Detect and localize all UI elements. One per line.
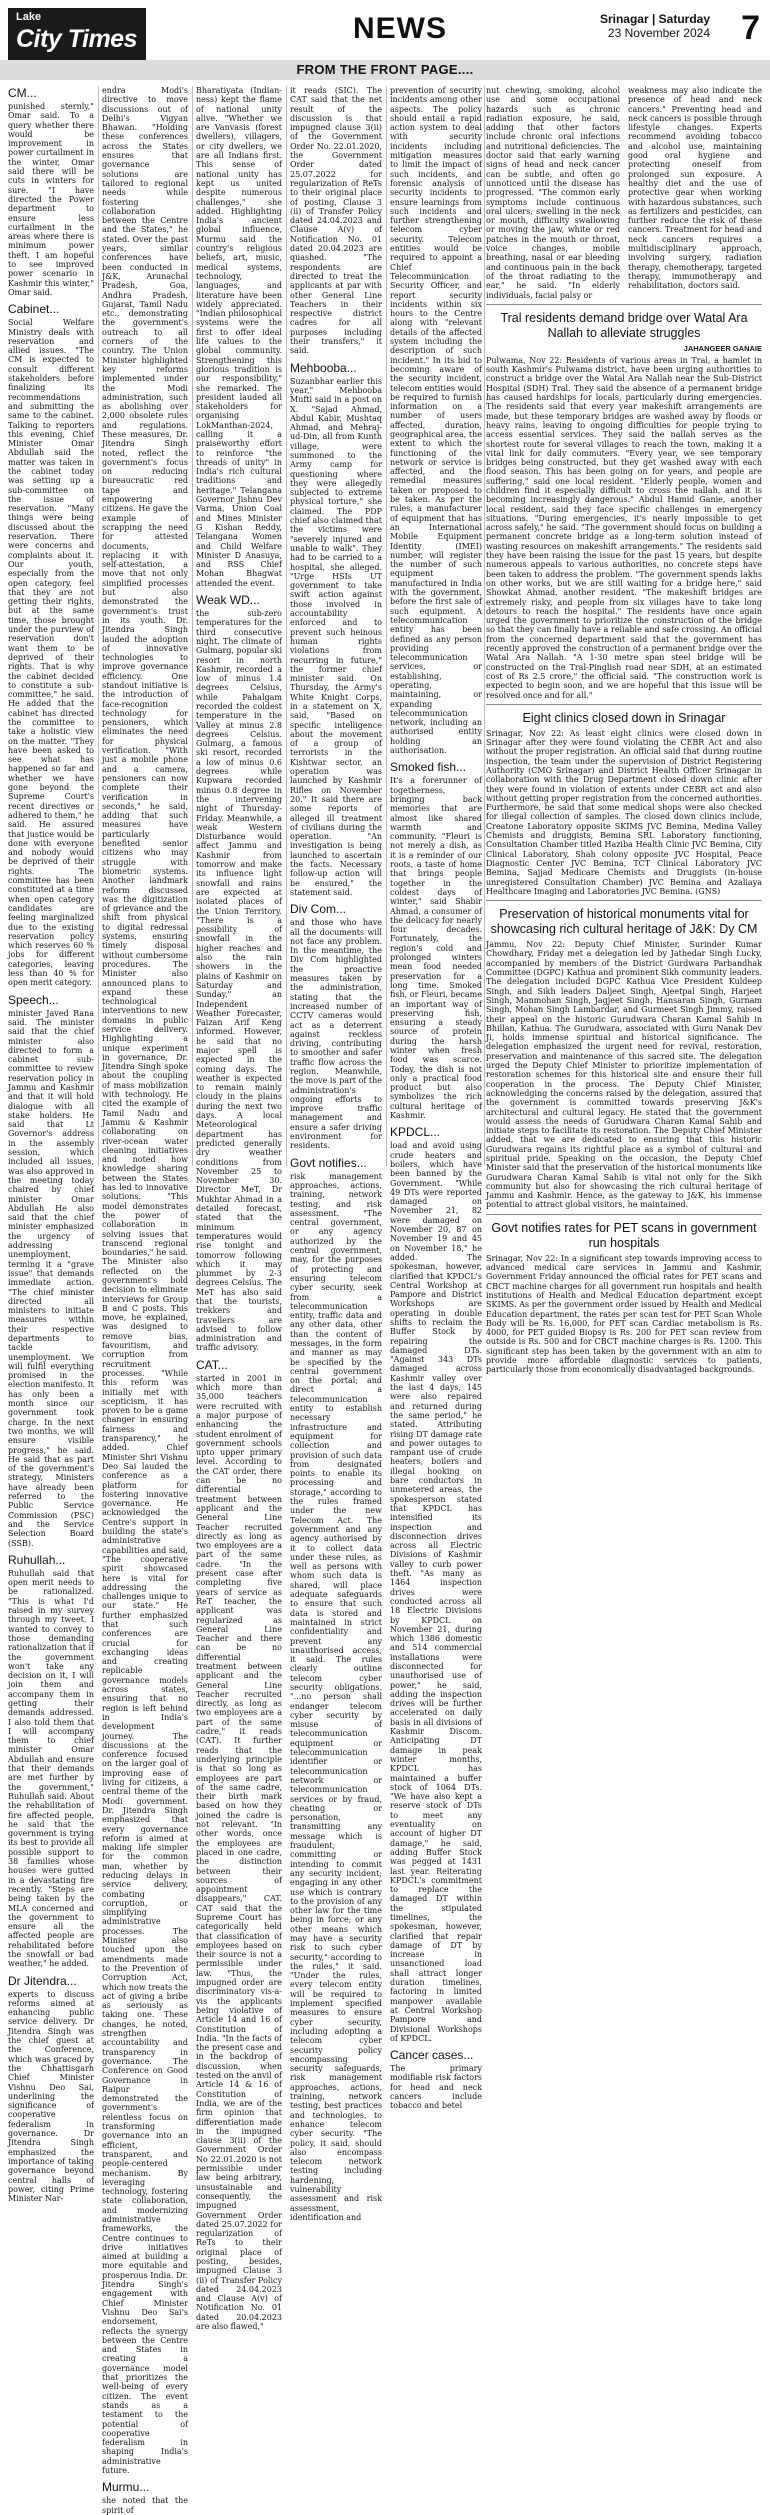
article-cabinet: Social Welfare Ministry deals with reservation and allied issues. "The CM is expected to consult different stakeholders before finalizing its recommendations and submitting the same to the cabinet. Talking to reporters this evening, Chief Minister Omar Abdullah said the matter was taken in the cabinet today was setting up a sub-committee on the issue of reservation. "Many things were being discussed about the reservation. There were concerns and complaints about it. Our youth, especially from the open category, feel that they are not getting their rights, but at the same time, those brought under the purview of reservation don't want them to be deprived of their rights. That is why the cabinet decided to constitute a sub-committee," he said. He added that the cabinet has directed the committee to take a holistic view on the matter. "They have been asked to see what has happened so far and whether we have gone beyond the Supreme Court's recent directives or adhered to them," he said. He assured that justice would be done with everyone and nobody would be deprived of their rights. The committee has been constituted at a time when open category candidates are feeling marginalized due to the existing reservation policy which reserves 60 % jobs for different categories, leaving less than 40 % for open merit category. xyxy=(8,318,94,988)
article-smoked-fish: It's a forerunner of togetherness, bringing back memories that are almost like shared warmth and community. "Fleuri is not merely a dish, as it is a reminder of our roots, a taste of home that brings people together in the coldest days of winter," said Shabir Ahmad, a consumer of the delicacy for nearly four decades. Fortunately, the region's cold and prolonged winters mean food needed preservation for a long time. Smoked fish, or Fleuri, became an important way of preserving fish, ensuring a steady source of protein during the harsh winter when fresh food was scarce. Today, the dish is not only a practical food product but also symbolizes the rich cultural heritage of Kashmir. xyxy=(390,776,482,1121)
column-divider xyxy=(192,86,193,1166)
cancer-cont-right: weakness may also indicate the presence of head and neck cancers." Preventing head and neck cancers is possible through lifestyle changes. Experts recommend avoiding tobacco and alcohol use, maintaining good oral hygiene and protecting oneself from prolonged sun exposure. A healthy diet and the use of protective gear when working with hazardous substances, such as fertilizers and pesticides, can further reduce the risk of these cancers. Treatment for head and neck cancers requires a multidisciplinary approach, involving surgery, radiation therapy, chemotherapy, targeted therapy, immunotherapy and rehabilitation, doctors said. xyxy=(628,86,762,291)
headline-cm: CM... xyxy=(8,86,37,100)
article-murmu-cont: Bharatiyata (Indian-ness) kept the flame of national unity alive. "Whether we are Vanvasis (forest dwellers), villagers, or city dwellers, we are all Indians first. This sense of national unity has kept us united despite numerous challenges," she added. Highlighting India's ancient global influence, Murmu said the country's religious beliefs, art, music, medical systems, technology, languages, and literature have been widely appreciated. "Indian philosophical systems were the first to offer ideal life values to the global community. Strengthening this glorious tradition is our responsibility," she remarked. The president lauded all stakeholders for organising LokManthan-2024, calling it a praiseworthy effort to reinforce "the threads of unity" in India's rich cultural traditions and heritage." Telangana Governor Jishnu Dev Varma, Union Coal and Mines Minister G Kishan Reddy, Telangana Women and Child Welfare Minister D Anasuya, and RSS Chief Mohan Bhagwat attended the event. xyxy=(196,86,282,588)
column-1 xyxy=(8,86,95,2204)
article-jitendra-cont: endra Modi's directive to move discussions out of Delhi's Vigyan Bhawan. "Holding these conferences across the States ensures that governance solutions are tailored to regional needs while fostering collaboration between the Centre and the States," he stated. Over the past years, similar conferences have been conducted in J&K, Arunachal Pradesh, Goa, Andhra Pradesh, Gujarat, Tamil Nadu etc., demonstrating the government's outreach to all corners of the country. The Union Minister highlighted key reforms implemented under the Modi administration, such as abolishing over 2,000 obsolete rules and regulations. These measures, Dr. Jitendra Singh noted, reflect the government's focus on reducing bureaucratic red tape and empowering citizens. He gave the example of scrapping the need for attested documents, replacing it with self-attestation, a move that not only simplified processes but also demonstrated the government's trust in its youth. Dr. Jitendra Singh lauded the adoption of innovative technologies to improve governance efficiency. One standout initiative is the introduction of face-recognition technology for pensioners, which eliminates the need for physical verification. "With just a mobile phone and a camera, pensioners can now complete their verification in seconds," he said, adding that such measures have particularly benefited senior citizens who may struggle with biometric systems. Another landmark reform discussed was the digitization of grievance and the shift from physical to digital redressal systems, ensuring timely disposal without cumbersome procedures. The Minister also announced plans to expand these technological interventions to new domains in public service delivery. Highlighting a unique experiment in governance, Dr. Jitendra Singh spoke about the coupling of mass mobilization with technology. He cited the example of Tamil Nadu and Jammu & Kashmir collaborating on river-ocean water cleaning initiatives and noted how knowledge sharing between the States has led to innovative solutions. "This model demonstrates the power of collaboration in solving issues that transcend regional boundaries," he said. The Minister also reflected on the government's bold decision to eliminate interviews for Group B and C posts. This move, he explained, was designed to remove bias, favouritism, and corruption from recruitment processes. "While this reform was initially met with scepticism, it has proven to be a game changer in ensuring fairness and transparency," he added. Chief Minister Shri Vishnu Deo Sai lauded the conference as a platform for fostering innovative governance. He acknowledged the Centre's support in building the state's administrative capabilities and said, "The cooperative spirit showcased here is vital for addressing the challenges unique to our state." He further emphasized that such conferences are crucial for exchanging ideas and creating replicable governance models across states, ensuring that no region is left behind in India's development journey. The discussions at the conference focused on the larger goal of improving ease of living for citizens, a central theme of the Modi government. Dr. Jitendra Singh emphasized that every governance reform is aimed at making life simpler for the common man, whether by reducing delays in service delivery, combating corruption, or simplifying administrative processes. The Minister also touched upon the amendments made to the Prevention of Corruption Act, which now treats the act of giving a bribe as seriously as taking one. These changes, he noted, strengthen accountability and transparency in governance. The Conference on Good Governance in Raipur demonstrated the government's relentless focus on transforming governance into an efficient, transparent, and people-centered mechanism. By leveraging technology, fostering state collaboration, and modernizing administrative frameworks, the Centre continues to drive initiatives aimed at building a more equitable and prosperous India. Dr. Jitendra Singh's engagement with Chief Minister Vishnu Deo Sai's endorsement, reflects the synergy between the Centre and States in creating a governance model that prioritizes the well-being of every citizen. The event stands as a testament to the potential of cooperative federalism in shaping India's administrative future. xyxy=(102,86,188,2475)
dateline-date: 23 November 2024 xyxy=(607,26,710,40)
front-page-banner: FROM THE FRONT PAGE.... xyxy=(0,60,770,80)
column-4 xyxy=(290,86,382,2222)
article-clinics-closed: Srinagar, Nov 22: As least eight clinics were closed down in Srinagar after they were found violating the CEBR Act and also without the proper registration. An official said that during routine inspection, the team under the supervision of District Registering Authority (CMO Srinagar) and District Health Officer Srinagar in collaboration with the Drug Department closed down clinic after they were found in violation of extents under CEBR act and also without getting proper registration from the concerned authorities. Furthermore, he said that some medical shops were also checked for illegal collection of samples. The closed down clinics include, Creatone Laboratory opposite SKIMS JVC Bemina, Medina Valley Chemists and druggists, Bemina SRL Laboratory functioning, Consultation Chamber titled Haziba Health Clinic JVC Bemina, City Clinical Laboratory, Shah colony opposite JVC Hospital, Peace Diagnostic Center JVC Bemina, TCT Clinical Laboratory JVC Bemina, Sajjad Medicare Chemists and Druggists (in-house unregistered Consultation Chamber) JVC Bemina and Azaliaya Healthcare Imaging and Laboratories JVC Bemina. (GNS) xyxy=(486,728,762,896)
headline-cabinet: Cabinet... xyxy=(8,302,60,317)
column-divider xyxy=(286,86,287,1166)
article-div-com: and those who have all the documents will not face any problem. In the meantime, the Div Com highlighted the proactive measures taken by the administration, stating that the increased number of CCTV cameras would act as a deterrent against reckless driving, contributing to smoother and safer traffic flow across the region. Meanwhile, the move is part of the administration's ongoing efforts to improve traffic management and ensure a safer driving environment for residents. xyxy=(290,918,382,1151)
headline-weak-wd: Weak WD... xyxy=(196,593,260,608)
article-tral-bridge: Pulwama, Nov 22: Residents of various areas in Tral, a hamlet in south Kashmir's Pulwama district, have been urging authorities to construct a bridge over the Watal Ara Nallah near the Sub-District Hospital (SDH) Tral. They said the absence of a permanent bridge has caused hardships for locals, particularly during emergencies. The residents said that every year makeshift arrangements are made, but these temporary bridges are washed away by floods or heavy rains, leaving to ongoing difficulties for people trying to access essential services. They said the nallah serves as the shortest route for several villages to reach the town, making it a vital link for daily commuters. "Every year, we see temporary bridges being constructed, but they get washed away with each flood season. This has been going on for years, and people are suffering," said one local resident. "Elderly people, women and children find it especially difficult to cross the nallah, and it is becoming increasingly dangerous." Abdul Hamid Ganie, another local resident, said they face specific challenges in emergency situations. "During emergencies, it's nearly impossible to get across safely," he said. "The government should focus on building a permanent concrete bridge as a long-term solution instead of wasting resources on makeshift arrangements." The residents said they have been raising the issue for the past 15 years, but despite numerous appeals to various authorities, no concrete steps have been taken to address the problem. "The government spends lakhs on other works, but we are still waiting for a bridge here," said Showkat Ahmad, another resident. "The makeshift bridges are extremely risky, and people from six villages have to take long detours to reach the hospital." The residents have once again urged the government to prioritize the construction of the bridge so that they can finally have a reliable and safe crossing. An official from the concerned department said that the government has recently approved the construction of a permanent bridge over the Watal Ara Nallah. "A 1-30 metre span steel bridge will be constructed on the Tral-Pinglish road near SDH, at an estimated cost of Rs 2.5 crore," the official said. "The construction work is expected to begin soon, and we are hopeful that this issue will be resolved once and for all." xyxy=(486,355,762,700)
article-monuments: Jammu, Nov 22: Deputy Chief Minister, Surinder Kumar Chowdhary, Friday met a delegation led by Jathedar Singh Lucky, accompanied by members of the District Gurdwara Parbandhak Committee (DGPC) Kathua and prominent Sikh community leaders. The delegation included DGPC Kathua Vice President Kuldeep Singh, and Sikh leaders Daljeet Singh, Ajeetpal Singh, Harjeet Singh, Manmohan Singh, Jagjeet Singh, Hansaran Singh, Gurnam Singh, Mohan Singh Lambardar, and Gurmeet Singh Jimmy, raised their appeal on the historic Gurudwara Charan Kamal Sahib in Bhillan, Kathua. The Gurudwara, associated with Guru Nanak Dev Ji, holds immense spiritual and historical significance. The delegation emphasized the urgent need for revival, restoration, preservation and maintenance of this sacred site. The delegation urged the Deputy Chief Minister to prioritize implementation of restoration schemes for this historical site and ensure their full cooperation in the process. The Deputy Chief Minister, acknowledging the concerns raised by the delegation, assured that the government is committed towards preserving J&K's architectural and cultural legacy. He stated that the government would assess the needs of Gurudwara Charan Kamal Sahib and initiate steps to facilitate its restoration. The Deputy Chief Minister added, that we are dedicated to ensuring that this historic Gurudwara regains its rightful place as a symbol of cultural and spiritual pride. Speaking on the occasion, the Deputy Chief Minister said that the preservation of the historical monuments like Gurudwara Charan Kamal Sahib is vital not only for the Sikh community but also for showcasing the rich cultural heritage of Jammu and Kashmir. Hence, as the gateway to J&K, his immense potential to attract global visitors, he maintained. xyxy=(486,940,762,1210)
section-title: NEWS xyxy=(353,12,447,45)
headline-murmu: Murmu... xyxy=(102,2480,150,2495)
headline-jitendra: Dr Jitendra... xyxy=(8,1973,77,1988)
headline-tral-bridge: Tral residents demand bridge over Watal Ara Nallah to alleviate struggles xyxy=(500,310,748,340)
column-divider xyxy=(98,86,99,1166)
column-2 xyxy=(102,86,188,2515)
headline-kpdcl: KPDCL... xyxy=(390,1125,441,1140)
headline-div-com: Div Com... xyxy=(290,902,347,917)
article-weak-wd: the sub-zero temperatures for the third consecutive night. The climate of Gulmarg, popular ski resort in north Kashmir, recorded a low of minus 1.4 degrees Celsius, while Pahalgam recorded the coldest temperature in the Valley at minus 2.8 degrees Celsius. Gulmarg, a famous ski resort, recorded a low of minus 0.6 degrees while Kupwara recorded minus 0.8 degree in the intervening night of Thursday-Friday. Meanwhile, a weak Western Disturbance would affect Jammu and Kashmir from tomorrow and make its influence light snowfall and rains are expected at isolated places of the Union Territory. "There is a possibility of snowfall in the higher reaches and also the rain showers in the plains of Kashmir on Saturday and Sunday," an Independent Weather Forecaster, Faizan Arif Keng informed. However, he said that no major spell is expected in the coming days. The weather is expected to remain mainly cloudy in the plains during the next two days. A local Meteorological department has predicted generally dry weather conditions from November 25 to November 30. Director MeT, Dr Mukhtar Ahmad in a detailed forecast, stated that the minimum temperatures would rise tonight and tomorrow following which it may plummet by 2-3 degrees Celsius. The MeT has also said that the tourists, trekkers and travellers are advised to follow administration and traffic advisory. xyxy=(196,609,282,1353)
article-kpdcl: load and avoid using crude heaters and boilers, which have been banned by the Government. "While 49 DTs were reported damaged on November 21, 82 were damaged on November 20, 87 on November 19 and 45 on November 18," he added. The spokesman, however, clarified that KPDCL's Central Workshop at Pampore and District Workshops are operating in double shifts to reclaim the Buffer Stock by repairing the damaged DTs. "Against 343 DTs damaged across Kashmir valley over the last 4 days, 145 were also repaired and returned during the same period," he stated. Attributing rising DT damage rate and power outages to rampant use of crude heaters, boilers and illegal hooking on bare conductors in unmetered areas, the spokesperson stated that KPDCL has intensified its inspection and disconnection drives across all Electric Divisions of Kashmir valley to curb power theft. "As many as 1464 inspection drives were conducted across all 18 Electric Divisions by KPDCL on November 21, during which 1386 domestic and 514 commercial installations were disconnected for unauthorised use of power," he said, adding the inspection drives will be further accelerated on daily basis in all divisions of Kashmir Discom. Anticipating DT damage in peak winter months, KPDCL has maintained a buffer stock of 1064 DTs. "We have also kept a reserve stock of DTs to meet any eventuality on account of higher DT damage," he said, adding Buffer Stock was pegged at 1431 last year. Reiterating KPDCL's commitment to replace the damaged DT within the stipulated timelines, the spokesman, however, clarified that repair damage of DT by increase in unsanctioned load shall attract longer duration timelines, factoring in limited manpower available at Central Workshop Pampore and Divisional Workshops of KPDCL. xyxy=(390,1141,482,2043)
article-cat: started in 2001 in which more than 35,000 teachers were recruited with a major purpose of enhancing the student enrolment of government schools upto upper primary level. According to the CAT order, there can be no differential treatment between applicant and the General Line Teacher recruited directly as long as two employees are a part of the same cadre. "In the present case after completing five years of service as ReT teacher, the applicant was regularized as General Line Teacher and there can be no differential treatment between applicant and the General Line Teacher recruited directly, as long as two employees are a part of the same cadre," it reads (CAT). It further reads that the underlying principle is that so long as employees are part of the same cadre, their birth mark based on how they joined the cadre is not relevant. "In other words, once the employees are placed in one cadre, the distinction between their sources of appointment disappears," CAT. CAT said that the Supreme Court has categorically held that classification of employees based on their source is not a permissible under law. "Thus, the impugned order are discriminatory vis-a-vis the applicants being violative of Article 14 and 16 of Constitution of India. "In the facts of the present case and in the backdrop of discussion, when tested on the anvil of Article 14 & 16 of Constitution of India, we are of the firm opinion that differentiation made in the impugned clause 3(ii) of the Government Order No 22.01.2020 is not permissible under law being arbitrary, unsustainable and consequently, the impugned Government Order dated 25.07.2022 for regularization of ReTs to their original place of posting, besides, impugned Clause 3 (ii) of Transfer Policy dated 24.04.2023 and Clause A(v) of Notification No. 01 dated 20.04.2023 are also flawed," xyxy=(196,1373,282,2332)
headline-ruhullah: Ruhullah... xyxy=(8,1552,66,1567)
headline-pet-scans: Govt notifies rates for PET scans in government run hospitals xyxy=(491,1220,757,1250)
cancer-cont-left: nut chewing, smoking, alcohol use and some occupational hazards such as chronic radiation exposure, he said, adding that other factors include chronic oral infections and nutritional deficiencies. The doctor said that early warning signs of head and neck cancer can be subtle, and often go unnoticed until the disease has progressed. "The common early symptoms include continuous oral ulcers, swelling in the neck or mouth, difficulty swallowing or moving the jaw, white or red patches in the mouth or throat, voice changes, mobile breathing, nasal or ear bleeding and continuous pain in the back of the throat radiating to the ear," he said. "In elderly individuals, facial palsy or xyxy=(486,86,620,300)
article-cat-cont: it reads (SIC). The CAT said that the net result of the discussion is that impugned clause 3(ii) of the Government Order No. 22.01.2020, the Government Order dated 25.07.2022 for regularization of ReTs to their original place of posting, Clause 3 (ii) of Transfer Policy dated 24.04.2023 and Clause A(v) of Notification No. 01 dated 20.04.2023 are quashed. "The respondents are directed to treat the applicants at par with other General Line Teachers in their respective district cadres for all purposes including their transfers," it said. xyxy=(290,86,382,356)
article-columns xyxy=(8,86,762,2515)
headline-cat: CAT... xyxy=(196,1357,228,1372)
story-rule xyxy=(486,704,762,705)
byline-tral-bridge: JAHANGEER GANAIE xyxy=(683,343,762,353)
column-3 xyxy=(196,86,282,2332)
article-ruhullah: Ruhullah said that open merit needs to be rationalized. "This is what I'd raised in my survey through my tweet. I wanted to convey to those demanding rationalization that if the government won't take any decision on it, I will join them and accompany them in getting their demands addressed. I also told them that I will accompany them to chief minister Omar Abdullah and ensure that their demands are met further by the government," Ruhullah said. About the rehabilitation of fire affected people, he said that the government is trying its best to provide all possible support to 38 families whose houses were gutted in a devastating fire recently. "Steps are being taken by the MLA concerned and the government to ensure all the affected people are rehabilitated before the snowfall or bad weather," he added. xyxy=(8,1568,94,1969)
cancer-cases-continuation xyxy=(486,86,762,300)
story-rule xyxy=(486,304,762,305)
headline-cancer-cases: Cancer cases... xyxy=(390,2048,474,2063)
headline-smoked-fish: Smoked fish... xyxy=(390,760,467,775)
story-rule xyxy=(486,1214,762,1215)
headline-mehbooba: Mehbooba... xyxy=(290,360,357,375)
headline-speech: Speech... xyxy=(8,992,59,1007)
article-speech: minister Javed Rana said. The minister said that the chief minister also directed to form a cabinet sub-committee to review reservation policy in Jammu and Kashmir and that it will hold dialogue with all stake holders. He said that Lt Governor's address in the assembly session, which included all issues, was also approved in the meeting today chaired by chief minister Omar Abdullah He also said that the chief minister emphasized the urgency of addressing unemployment, terming it a "grave issue" that demands immediate action. "The chief minister directed all ministers to initiate measures within their respective departments to tackle unemployment. We will fulfil everything promised in the election manifesto. It has only been a month since our government took charge. In the next two months, we will ensure visible progress," he said. He said that as part of the government's strategy, Ministers have already been referred to the Public Service Commission (PSC) and the Service Selection Board (SSB). xyxy=(8,1008,95,1548)
headline-clinics-closed: Eight clinics closed down in Srinagar xyxy=(522,710,726,725)
dateline-city: Srinagar | Saturday xyxy=(599,12,710,26)
article-murmu: she noted that the spirit of xyxy=(102,2496,188,2515)
logo-top-text: Lake xyxy=(16,11,42,23)
newspaper-logo xyxy=(8,8,146,60)
article-govt-notifies: risk management approaches, actions, training, network testing, and risk assessment. "The central government, or any agency authorized by the central government, may, for the purposes of protecting and ensuring telecom cyber security, seek from a telecommunication entity, traffic data and any other data, other than the content of messages, in the form and manner as may be specified by the central government on the portal; and direct a telecommunication entity to establish necessary infrastructure and equipment for collection and provision of such data from designated points to enable its processing and storage," according to the rules framed under the new Telecom Act. The government and any agency authorised by it to collect data under these rules, as well as persons with whom such data is shared, will place adequate safeguards to ensure that such data is stored and maintained in strict confidentiality and prevent any unauthorised access, it said. The rules clearly outline telecom cyber security obligations. "...no person shall endanger telecom cyber security by misuse of telecommunication equipment or telecommunication identifier or telecommunication network or telecommunication services or by fraud, cheating or personation, transmitting any message which is fraudulent; committing or intending to commit any security incident; engaging in any other use which is contrary to the provision of any other law for the time being in force; or any other means which may have a security risk to such cyber security," according to the rules," it said. "Under the rules, every telecom entity will be required to implement specified measures to ensure cyber security, including adopting a telecom cyber security policy encompassing security safeguards, risk management approaches, actions, training, network testing, best practices and technologies, to enhance telecom cyber security. "The policy, it said, should also encompass telecom network testing including hardening, vulnerability assessment and risk assessment, identification and xyxy=(290,1171,382,2222)
article-cm: punished sternly," Omar said. To a query whether there would be improvement in power curtailment in the winter, Omar said there will be cuts in winters for sure. "I have directed the Power department to ensure less curtailment in the areas where there is minimum power theft. I am hopeful to see improved power scenario in Kashmir this winter," Omar said. xyxy=(8,102,94,297)
column-divider xyxy=(386,86,387,1166)
column-5 xyxy=(390,86,482,2111)
article-govt-notifies-cont: prevention of security incidents among other aspects. The policy should entail a rapid action system to deal with security incidents including mitigation measures to limit the impact of such incidents, and forensic analysis of security incidents to ensure learnings from such incidents and further strengthening telecom cyber security. Telecom entities would be required to appoint a Chief Telecommunication Security Officer, and report security incidents within six hours to the Centre along with "relevant details of the affected system including the description of such incident." In its bid to becoming aware of the security incident, telecom entities would be required to furnish information on a number of users affected, duration, geographical area, the extent to which the functioning of the network or service is affected, and the remedial measures taken or proposed to be taken. As per the rules, a manufacturer of equipment that has an International Mobile Equipment Identity (IMEI) number, will register the number of such equipment manufactured in India with the government, before the first sale of such equipment. A telecommunication entity has been defined as any person providing telecommunication services, or establishing, operating, maintaining, or expanding telecommunication network, including an authorised entity holding an authorisation. xyxy=(390,86,482,756)
page-number: 7 xyxy=(741,9,760,47)
right-stories xyxy=(486,86,762,1375)
article-cancer-cases: The primary modifiable risk factors for head and neck cancers include tobacco and betel xyxy=(390,2064,482,2111)
article-mehbooba: Suzanbhar earlier this year," Mehbooba Mufti said in a post on X. "Sajad Ahmad, Abdul Kabir, Mushtaq Ahmad, and Mehraj-ud-Din, all from Kunth village, were summoned to the Army camp for questioning where they were allegedly subjected to extreme physical torture," she claimed. The PDP chief also claimed that the victims were "severely injured and unable to walk". They had to be carried to a hospital, she alleged. "Urge HSIs UT government to take swift action against those involved in accountability enforced and to prevent such heinous human rights violations from recurring in future," the former chief minister said. On Thursday, the Army's White Knight Corps, in a statement on X, said, "Based on specific intelligence about the movement of a group of terrorists in the Kishtwar sector, an operation was launched by Kashmir Rifles on November 20." It said there are some reports of alleged ill treatment of civilians during the operation. "An investigation is being launched to ascertain the facts. Necessary follow-up action will be ensured," the statement said. xyxy=(290,376,382,897)
column-divider xyxy=(484,86,485,1166)
headline-govt-notifies: Govt notifies... xyxy=(290,1155,367,1170)
article-jitendra: experts to discuss reforms aimed at enhancing public service delivery. Dr Jitendra Singh was the chief guest at the Conference, which was graced by the Chhattisgarh Chief Minister Vishnu Deo Sai, underlining the significance of cooperative federalism in governance. Dr Jitendra Singh emphasized the importance of taking governance beyond central halls of power, citing Prime Minister Nar- xyxy=(8,1989,94,2204)
headline-monuments: Preservation of historical monuments vital for showcasing rich cultural heritage of J&K: Dy CM xyxy=(490,907,758,937)
article-pet-scans: Srinagar, Nov 22: In a significant step towards improving access to advanced medical care services in Jammu and Kashmir, Government Friday announced the official rates for PET scans and CBCT machine charges for all government run hospitals and health institutions of Health and Medical Education department except SKIMS. As per the government order issued by Health and Medical Education department, the rates per scan test for PET Scan Whole Body will be Rs. 16,000, for PET scan Cardiac metabolism is Rs. 4000, for PET guided Biopsy is Rs. 200 for PET scan review from outside is Rs. 500 and for CBCT machine charges is Rs. 1200. This significant step has been taken by the government with an aim to provide more affordable diagnostic services to patients, particularly those from economically disadvantaged backgrounds. xyxy=(486,1253,762,1375)
logo-main-text: City Times xyxy=(16,25,137,53)
story-rule xyxy=(486,900,762,901)
dateline xyxy=(600,12,710,40)
